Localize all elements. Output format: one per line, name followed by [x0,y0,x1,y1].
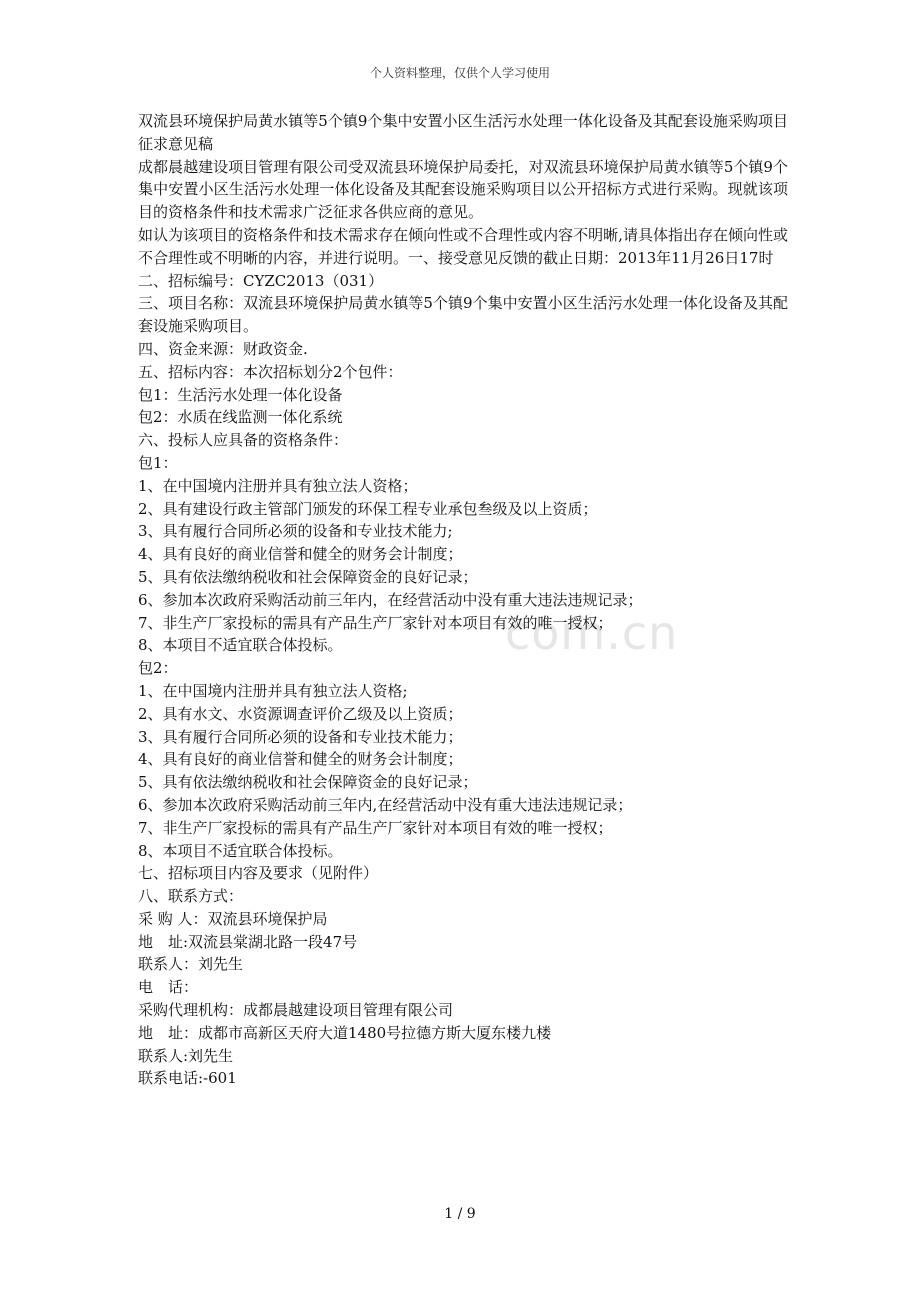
line-item: 六、投标人应具备的资格条件： [138,431,349,450]
line-item: 五、招标内容：本次招标划分2个包件： [138,362,403,381]
line-item: 6、参加本次政府采购活动前三年内，在经营活动中没有重大违法违规记录； [138,590,643,609]
intro-paragraph: 成都晨越建设项目管理有限公司受双流县环境保护局委托，对双流县环境保护局黄水镇等5个镇9个集中安置小区生活污水处理一体化设备及其配套设施采购项目以公开招标方式进行采购。现就该项目的资格条件和技术需求广泛征求各供应商的意见。 [138,157,788,222]
line-item: 1、在中国境内注册并具有独立法人资格; [138,681,408,700]
line-item: 电 话： [138,978,199,997]
line-item: 5、具有依法缴纳税收和社会保障资金的良好记录； [138,567,478,586]
line-item: 8、本项目不适宜联合体投标。 [138,841,343,860]
line-item: 三、项目名称：双流县环境保护局黄水镇等5个镇9个集中安置小区生活污水处理一体化设备及其配套设施采购项目。 [138,294,788,336]
line-item: 包1： [138,453,178,472]
line-item: 地 址：成都市高新区天府大道1480号拉德方斯大厦东楼九楼 [138,1023,552,1042]
document-title: 双流县环境保护局黄水镇等5个镇9个集中安置小区生活污水处理一体化设备及其配套设施采购项目征求意见稿 [138,112,788,153]
line-item: 八、联系方式： [138,887,244,906]
line-item: 四、资金来源：财政资金. [138,339,308,358]
line-item: 包2：水质在线监测一体化系统 [138,408,343,427]
line-item: 3、具有履行合同所必须的设备和专业技术能力； [138,727,463,746]
line-item: 2、具有建设行政主管部门颁发的环保工程专业承包叁级及以上资质； [138,499,598,518]
line-item: 包1：生活污水处理一体化设备 [138,385,343,404]
line-item: 3、具有履行合同所必须的设备和专业技术能力; [138,522,453,541]
line-item: 采购代理机构：成都晨越建设项目管理有限公司 [138,1001,454,1020]
line-item: 6、参加本次政府采购活动前三年内,在经营活动中没有重大违法违规记录； [138,795,633,814]
page-number: 1 / 9 [444,1206,476,1222]
line-item: 联系电话:-601 [138,1069,237,1088]
line-item: 8、本项目不适宜联合体投标。 [138,636,343,655]
line-item: 包2： [138,659,178,678]
line-item: 采 购 人：双流县环境保护局 [138,909,328,928]
page-header-note: 个人资料整理，仅供个人学习使用 [369,66,550,80]
line-item: 七、招标项目内容及要求（见附件） [138,864,379,883]
line-item: 联系人:刘先生 [138,1046,234,1065]
line-item: 二、招标编号：CYZC2013（031） [138,271,384,290]
line-item: 地 址:双流县棠湖北路一段47号 [138,932,358,951]
line-item: 4、具有良好的商业信誉和健全的财务会计制度； [138,545,463,564]
line-item: 1、在中国境内注册并具有独立法人资格； [138,476,418,495]
line-item: 2、具有水文、水资源调查评价乙级及以上资质； [138,704,463,723]
watermark-text: com.cn [505,606,679,660]
document-body [138,110,788,1090]
line-item: 7、非生产厂家投标的需具有产品生产厂家针对本项目有效的唯一授权； [138,818,613,837]
line-item: 7、非生产厂家投标的需具有产品生产厂家针对本项目有效的唯一授权； [138,613,613,632]
line-item: 4、具有良好的商业信誉和健全的财务会计制度； [138,750,463,769]
intro-paragraph-2: 如认为该项目的资格条件和技术需求存在倾向性或不合理性或内容不明晰,请具体指出存在倾向性或不合理性或不明晰的内容，并进行说明。一、接受意见反馈的截止日期：2013年11月26日17时 [138,225,788,267]
line-item: 联系人：刘先生 [138,955,244,974]
line-item: 5、具有依法缴纳税收和社会保障资金的良好记录； [138,773,478,792]
